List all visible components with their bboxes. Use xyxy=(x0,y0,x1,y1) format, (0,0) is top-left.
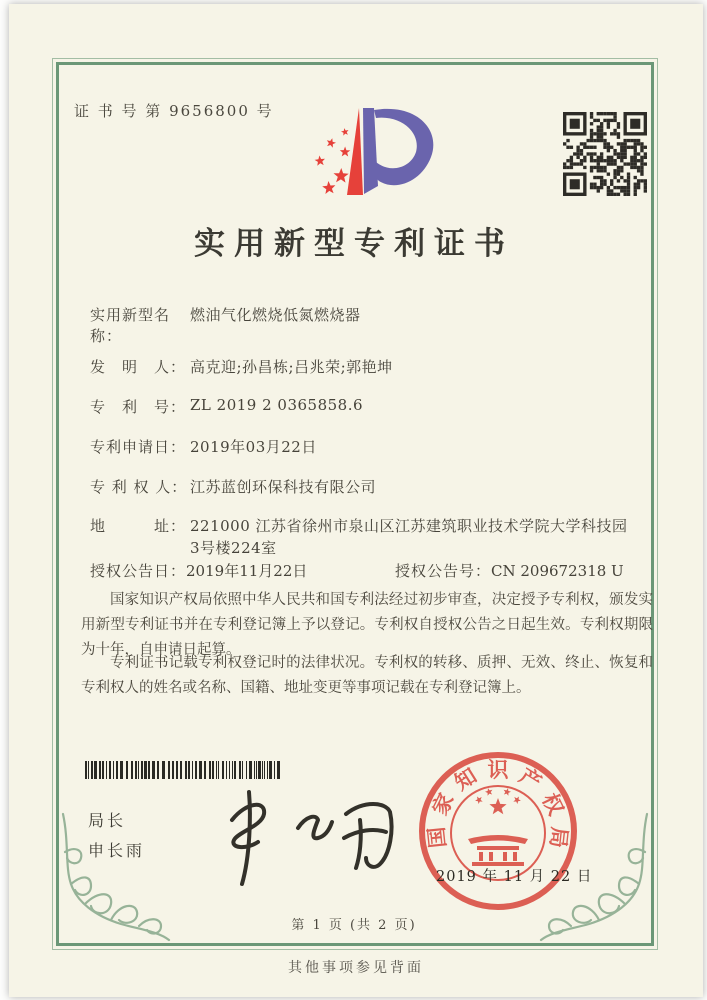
svg-text:局: 局 xyxy=(545,825,573,850)
page-number: 第 1 页 (共 2 页) xyxy=(291,918,417,933)
field-row-filing-date xyxy=(90,436,650,457)
signer-name: 申长雨 xyxy=(88,841,146,860)
field-value: 燃油气化燃烧低氮燃烧器 xyxy=(190,306,361,324)
field-label: 发 明 人： xyxy=(90,358,187,376)
field-label: 地 址： xyxy=(90,517,187,535)
grant-number-group xyxy=(395,560,624,581)
field-row-address xyxy=(90,515,650,559)
signer-title: 局长 xyxy=(88,811,127,830)
field-label: 实用新型名称： xyxy=(90,306,171,345)
svg-text:识: 识 xyxy=(487,757,509,782)
field-value: ZL 2019 2 0365858.6 xyxy=(190,396,364,414)
back-side-note: 其他事项参见背面 xyxy=(288,960,424,976)
document-title: 实用新型专利证书 xyxy=(194,226,514,262)
seal-date: 2019 年 11 月 22 日 xyxy=(436,869,593,885)
field-label: 专 利 号： xyxy=(90,398,187,416)
grant-date-value: 2019年11月22日 xyxy=(186,562,308,580)
field-row-patentee xyxy=(90,476,650,497)
qr-code-icon xyxy=(563,112,647,196)
field-value: 江苏蓝创环保科技有限公司 xyxy=(190,478,377,496)
field-label: 专 利 权 人： xyxy=(90,478,188,496)
grant-no-label: 授权公告号： xyxy=(395,562,492,580)
field-label: 专利申请日： xyxy=(90,438,187,456)
svg-text:产: 产 xyxy=(515,762,547,796)
field-row-grant xyxy=(90,560,650,581)
svg-text:国: 国 xyxy=(423,825,451,850)
field-row-name xyxy=(90,304,650,346)
certificate-paper xyxy=(9,4,703,997)
handwritten-signature-icon xyxy=(194,786,404,891)
field-value: 221000 江苏省徐州市泉山区江苏建筑职业技术学院大学科技园3号楼224室 xyxy=(190,517,628,557)
field-value: 高克迎;孙昌栋;吕兆荣;郭艳坤 xyxy=(190,358,393,376)
svg-text:权: 权 xyxy=(537,789,570,819)
field-value: 2019年03月22日 xyxy=(190,438,317,456)
grant-date-label: 授权公告日： xyxy=(90,562,187,580)
cnipa-logo-icon xyxy=(292,102,442,199)
svg-text:知: 知 xyxy=(449,762,481,796)
svg-text:家: 家 xyxy=(426,789,459,819)
field-row-inventors xyxy=(90,356,650,377)
field-row-patent-number xyxy=(90,396,650,417)
body-paragraph-1: 国家知识产权局依照中华人民共和国专利法经过初步审查，决定授予专利权，颁发实用新型专利证书并在专利登记簿上予以登记。专利权自授权公告之日起生效。专利权期限为十年，自申请日起算。 xyxy=(81,592,653,658)
barcode-icon xyxy=(85,761,283,779)
body-paragraph-2: 专利证书记载专利权登记时的法律状况。专利权的转移、质押、无效、终止、恢复和专利权人的姓名或名称、国籍、地址变更等事项记载在专利登记簿上。 xyxy=(81,655,653,696)
grant-no-value: CN 209672318 U xyxy=(491,562,624,580)
certificate-number: 证 书 号 第 9656800 号 xyxy=(74,102,274,120)
